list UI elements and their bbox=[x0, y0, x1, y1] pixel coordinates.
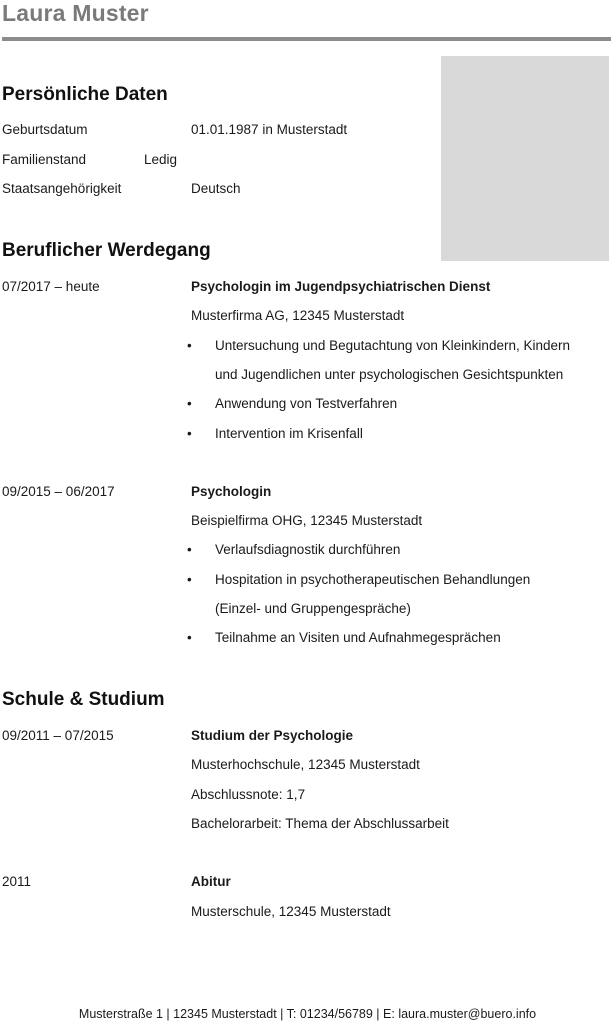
career-1-bullet-3: Intervention im Krisenfall bbox=[215, 426, 363, 441]
career-1-bullet-1-line-1: Untersuchung und Begutachtung von Kleinkindern, Kindern bbox=[215, 338, 570, 353]
photo-placeholder bbox=[441, 56, 609, 261]
bullet-dot: • bbox=[187, 572, 192, 587]
personal-label-nationality: Staatsangehörigkeit bbox=[2, 181, 122, 196]
bullet-dot: • bbox=[187, 396, 192, 411]
education-period-2: 2011 bbox=[2, 874, 32, 889]
career-period-2: 09/2015 – 06/2017 bbox=[2, 484, 115, 499]
career-position-1: Psychologin im Jugendpsychiatrischen Dienst bbox=[191, 279, 491, 294]
section-title-education: Schule & Studium bbox=[2, 689, 165, 710]
career-company-2: Beispielfirma OHG, 12345 Musterstadt bbox=[191, 513, 423, 528]
bullet-dot: • bbox=[187, 542, 192, 557]
personal-value-birthdate: 01.01.1987 in Musterstadt bbox=[191, 122, 348, 137]
header-rule bbox=[2, 37, 611, 41]
education-thesis-1: Bachelorarbeit: Thema der Abschlussarbeit bbox=[191, 816, 449, 831]
personal-label-marital: Familienstand bbox=[2, 152, 87, 167]
education-degree-2: Abitur bbox=[191, 874, 231, 889]
career-2-bullet-2-line-1: Hospitation in psychotherapeutischen Behandlungen bbox=[215, 572, 531, 587]
education-school-2: Musterschule, 12345 Musterstadt bbox=[191, 904, 391, 919]
career-1-bullet-1-line-2: und Jugendlichen unter psychologischen Gesichtspunkten bbox=[215, 367, 564, 382]
section-title-personal: Persönliche Daten bbox=[2, 84, 168, 105]
education-grade-1: Abschlussnote: 1,7 bbox=[191, 787, 306, 802]
education-school-1: Musterhochschule, 12345 Musterstadt bbox=[191, 757, 420, 772]
personal-label-birthdate: Geburtsdatum bbox=[2, 122, 88, 137]
applicant-name: Laura Muster bbox=[2, 0, 149, 26]
personal-value-nationality: Deutsch bbox=[191, 181, 241, 196]
footer-contact: Musterstraße 1 | 12345 Musterstadt | T: 01234/56789 | E: laura.muster@buero.info bbox=[78, 1007, 537, 1021]
education-period-1: 09/2011 – 07/2015 bbox=[2, 728, 114, 743]
career-2-bullet-1: Verlaufsdiagnostik durchführen bbox=[215, 542, 401, 557]
bullet-dot: • bbox=[187, 630, 192, 645]
personal-value-marital: Ledig bbox=[144, 152, 178, 167]
education-degree-1: Studium der Psychologie bbox=[191, 728, 354, 743]
career-period-1: 07/2017 – heute bbox=[2, 279, 100, 294]
career-position-2: Psychologin bbox=[191, 484, 272, 499]
bullet-dot: • bbox=[187, 426, 192, 441]
career-2-bullet-3: Teilnahme an Visiten und Aufnahmegesprächen bbox=[215, 630, 501, 645]
career-company-1: Musterfirma AG, 12345 Musterstadt bbox=[191, 308, 405, 323]
section-title-career: Beruflicher Werdegang bbox=[2, 240, 211, 261]
career-1-bullet-2: Anwendung von Testverfahren bbox=[215, 396, 398, 411]
career-2-bullet-2-line-2: (Einzel- und Gruppengespräche) bbox=[215, 601, 411, 616]
bullet-dot: • bbox=[187, 338, 192, 353]
